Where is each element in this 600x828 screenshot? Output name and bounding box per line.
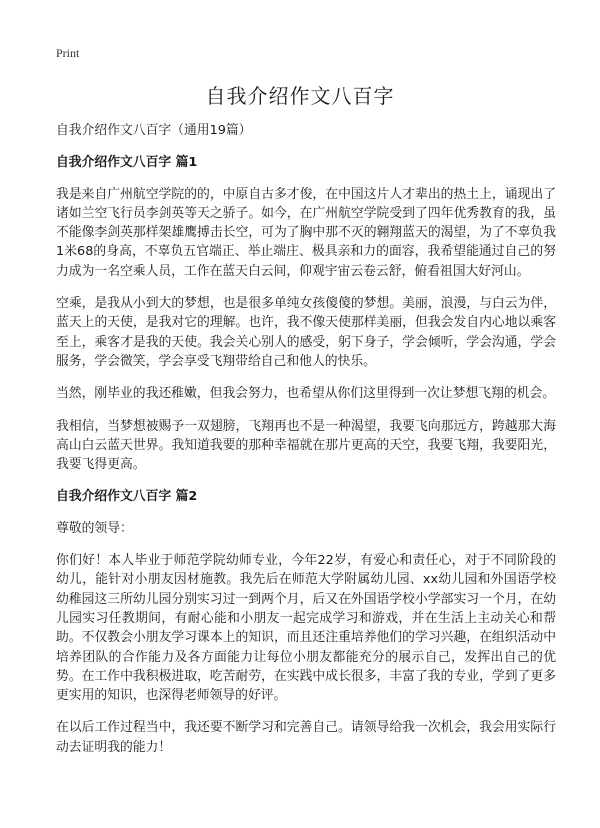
paragraph: 你们好！本人毕业于师范学院幼师专业，今年22岁，有爱心和责任心，对于不同阶段的幼儿，能针对小朋友因材施教。我先后在师范大学附属幼儿园、xx幼儿园和外国语学校幼稚园这三所幼儿园分别实习过一到两个月，后又在外国语学校小学部实习一个月，在幼儿园实习任教期间，有耐心能和小朋友一起完成学习和游戏，并在生活上主动关心和帮助。不仅教会小朋友学习课本上的知识，而且还注重培养他们的学习兴趣，在组织活动中培养团队的合作能力及各方面能力让每位小朋友都能充分的展示自己，发挥出自己的优势。在工作中我积极进取，吃苦耐劳，在实践中成长很多，丰富了我的专业，学到了更多更实用的知识，也深得老师领导的好评。 [56,553,556,704]
section-heading: 自我介绍作文八百字 篇1 [56,155,198,171]
paragraph: 在以后工作过程当中，我还要不断学习和完善自己。请领导给我一次机会，我会用实际行动去证明我的能力！ [56,720,556,755]
section-2 [56,487,556,757]
paragraph: 我是来自广州航空学院的的，中原自古多才俊，在中国这片人才辈出的热土上，诵现出了诸如兰空飞行员李剑英等天之骄子。如今，在广州航空学院受到了四年优秀教育的我，虽不能像李剑英那样架雄鹰搏击长空，可为了胸中那不灭的翱翔蓝天的渴望，为了不辜负我1米68的身高，不辜负五官端正、举止端庄、极具亲和力的面容，我希望能通过自己的努力成为一名空乘人员，工作在蓝天白云间，仰观宇宙云卷云舒，俯看祖国大好河山。 [56,186,556,279]
paragraph: 我相信，当梦想被赐予一双翅膀，飞翔再也不是一种渴望，我要飞向那远方，跨越那大海高山白云蓝天世界。我知道我要的那种幸福就在那片更高的天空，我要飞翔，我要阳光，我要飞得更高。 [56,418,556,473]
print-label[interactable]: Print [56,46,80,60]
paragraph: 尊敬的领导： [56,520,133,536]
document-subtitle: 自我介绍作文八百字（通用19篇） [56,123,252,138]
paragraph: 当然，刚毕业的我还稚嫩，但我会努力，也希望从你们这里得到一次让梦想飞翔的机会。 [56,386,556,402]
section-1 [56,153,556,474]
section-heading: 自我介绍作文八百字 篇2 [56,489,198,505]
paragraph: 空乘，是我从小到大的梦想，也是很多单纯女孩傻傻的梦想。美丽，浪漫，与白云为伴，蓝天上的天使，是我对它的理解。也许，我不像天使那样美丽，但我会发自内心地以乘客至上，乘客才是我的天使。我会关心别人的感受，躬下身子，学会倾听，学会沟通，学会服务，学会微笑，学会享受飞翔带给自己和他人的快乐。 [56,296,556,369]
document-body [56,121,556,770]
page-title: 自我介绍作文八百字 [205,84,395,108]
